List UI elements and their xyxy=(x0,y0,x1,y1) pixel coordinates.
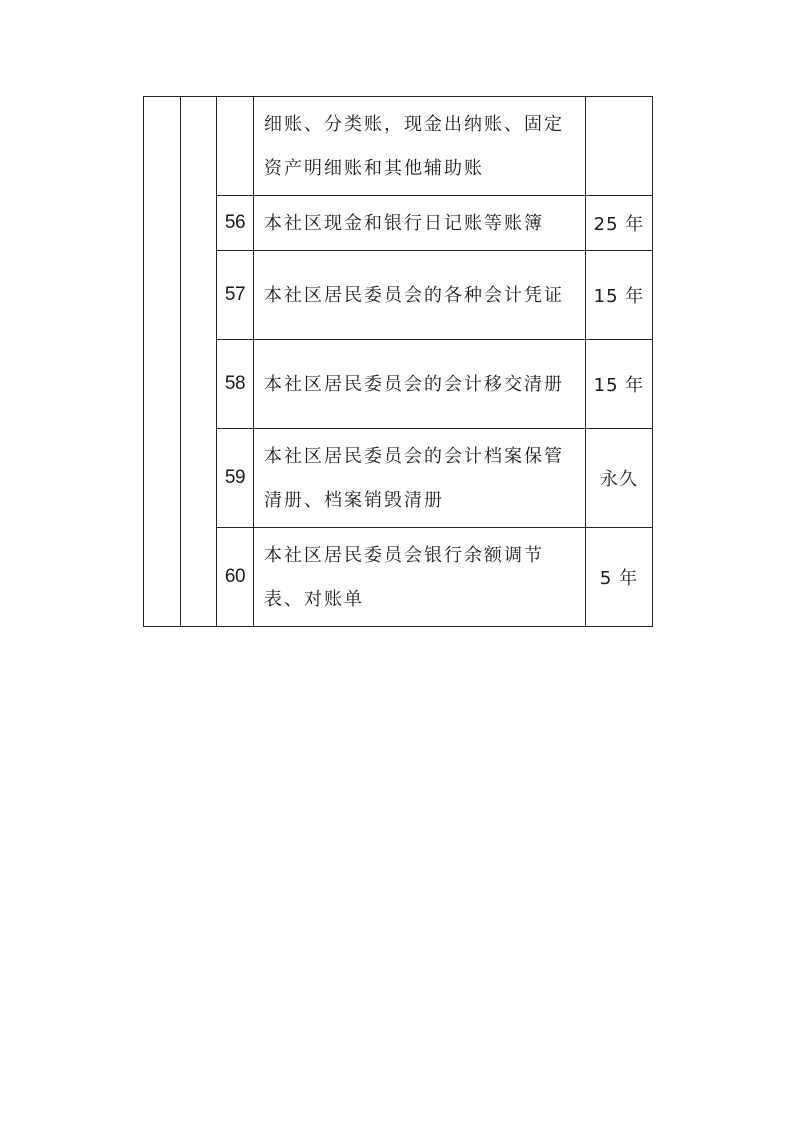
item-description: 本社区居民委员会的各种会计凭证 xyxy=(254,251,586,340)
item-description: 本社区居民委员会银行余额调节表、对账单 xyxy=(254,528,586,627)
category-cell-1 xyxy=(144,97,181,627)
item-number: 60 xyxy=(217,528,254,627)
item-description: 本社区居民委员会的会计移交清册 xyxy=(254,340,586,429)
table-row xyxy=(144,429,653,528)
table-row xyxy=(144,340,653,429)
table-row xyxy=(144,251,653,340)
table-row xyxy=(144,196,653,251)
retention-period: 25 年 xyxy=(586,196,653,251)
category-cell-2 xyxy=(181,97,217,627)
retention-period: 5 年 xyxy=(586,528,653,627)
retention-period: 15 年 xyxy=(586,340,653,429)
item-description: 细账、分类账，现金出纳账、固定资产明细账和其他辅助账 xyxy=(254,97,586,196)
item-number: 56 xyxy=(217,196,254,251)
item-number: 59 xyxy=(217,429,254,528)
item-number: 58 xyxy=(217,340,254,429)
item-number xyxy=(217,97,254,196)
item-number: 57 xyxy=(217,251,254,340)
retention-period: 15 年 xyxy=(586,251,653,340)
table-row xyxy=(144,97,653,196)
retention-schedule-table xyxy=(143,96,653,627)
table-row xyxy=(144,528,653,627)
item-description: 本社区居民委员会的会计档案保管清册、档案销毁清册 xyxy=(254,429,586,528)
retention-period: 永久 xyxy=(586,429,653,528)
retention-period xyxy=(586,97,653,196)
item-description: 本社区现金和银行日记账等账簿 xyxy=(254,196,586,251)
